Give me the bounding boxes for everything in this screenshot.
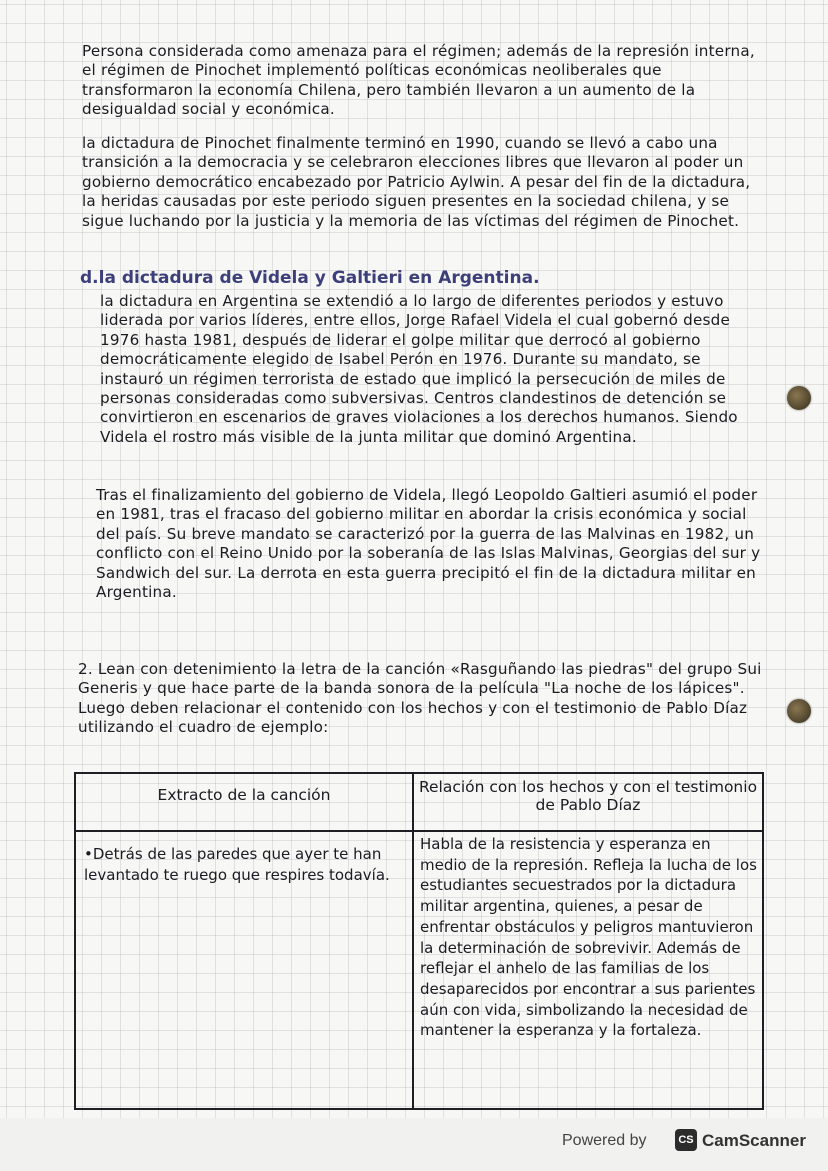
paragraph-pinochet-end: la dictadura de Pinochet finalmente terminó en 1990, cuando se llevó a cabo una transición a la democracia y se celebraron elecciones libres que llevaron al poder un gobierno democrático encabezado por Patricio Aylwin. A pesar del fin de la dictadura, la heridas causadas por este periodo siguen presentes en la sociedad chilena, y se sigue luchando por la justicia y la memoria de las víctimas del régimen de Pinochet.: [82, 134, 751, 230]
table-header-row: [75, 773, 763, 831]
paragraph-galtieri: Tras el finalizamiento del gobierno de Videla, llegó Leopoldo Galtieri asumió el poder en 1981, tras el fracaso del gobierno militar en abordar la crisis económica y social del país. Su breve mandato se caracterizó por la guerra de las Malvinas en 1982, un conflicto con el Reino Unido por la soberanía de las Islas Malvinas, Georgias del sur y Sandwich del sur. La derrota en esta guerra precipitó el fin de la dictadura militar en Argentina.: [96, 486, 761, 602]
paragraph-videla: la dictadura en Argentina se extendió a lo largo de diferentes periodos y estuvo liderada por varios líderes, entre ellos, Jorge Rafael Videla el cual gobernó desde 1976 hasta 1981, después de liderar el golpe militar que derrocó al gobierno democráticamente elegido de Isabel Perón en 1976. Durante su mandato, se instauró un régimen terrorista de estado que implicó la persecución de miles de personas consideradas como subversivas. Centros clandestinos de detención se convirtieron en escenarios de graves violaciones a los derechos humanos. Siendo Videla el rostro más visible de la junta militar que dominó Argentina.: [100, 292, 738, 446]
binder-hole-top: [787, 386, 811, 410]
camscanner-logo-icon: CS: [675, 1129, 697, 1151]
paragraph-pinochet-economy: Persona considerada como amenaza para el régimen; además de la represión interna, el régimen de Pinochet implementó políticas económicas neoliberales que transformaron la economía Chilena, pero también llevaron a un aumento de la desigualdad social y económica.: [82, 42, 755, 119]
table-cell-song-extract: •Detrás de las paredes que ayer te han levantado te ruego que respires todavía.: [75, 831, 413, 1109]
powered-by-text: Powered by: [562, 1132, 647, 1149]
paragraph-activity-2: 2. Lean con detenimiento la letra de la canción «Rasguñando las piedras" del grupo Sui Generis y que hace parte de la banda sonora de la película "La noche de los lápices". Luego deben relacionar el contenido con los hechos y con el testimonio de Pablo Díaz utilizando el cuadro de ejemplo:: [78, 660, 762, 737]
comparison-table: [74, 772, 764, 1110]
section-heading-argentina: d.la dictadura de Videla y Galtieri en Argentina.: [80, 268, 540, 288]
table-cell-relation: Habla de la resistencia y esperanza en medio de la represión. Refleja la lucha de los estudiantes secuestrados por la dictadura militar argentina, quienes, a pesar de enfrentar obstáculos y peligros mantuvieron la determinación de sobrevivir. Además de reflejar el anhelo de las familias de los desaparecidos por encontrar a sus parientes aún con vida, simbolizando la necesidad de mantener la esperanza y la fortaleza.: [413, 831, 763, 1109]
camscanner-brand: CamScanner: [702, 1131, 806, 1150]
table-header-song-extract: Extracto de la canción: [75, 773, 413, 831]
table-row: [75, 831, 763, 1109]
table-header-relation: Relación con los hechos y con el testimonio de Pablo Díaz: [413, 773, 763, 831]
binder-hole-bottom: [787, 699, 811, 723]
